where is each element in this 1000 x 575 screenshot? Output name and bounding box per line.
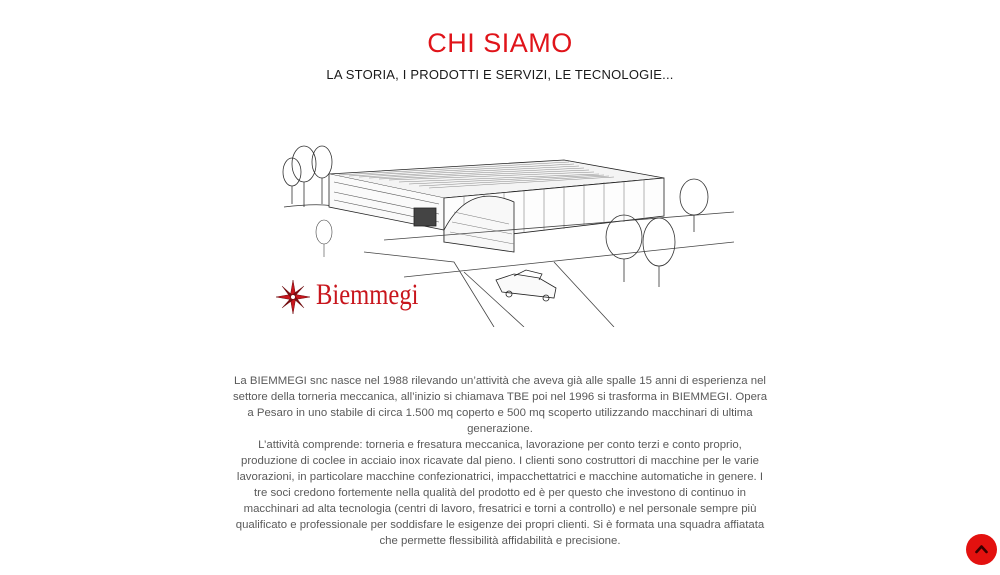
factory-illustration (264, 112, 737, 327)
car-sketch (496, 270, 556, 301)
logo-wordmark: Biemmegi (316, 278, 419, 311)
compass-star-icon (276, 280, 310, 314)
chevron-up-icon (975, 543, 988, 556)
about-text (230, 373, 770, 550)
biemmegi-logo (276, 280, 421, 320)
building-sketch (329, 160, 664, 252)
page-subtitle: LA STORIA, I PRODOTTI E SERVIZI, LE TECNOLOGIE... (326, 67, 674, 82)
about-paragraph-2: L’attività comprende: torneria e fresatura meccanica, lavorazione per conto terzi e conto proprio, produzione di coclee in acciaio inox ricavate dal pieno. I clienti sono costruttori di macchine per le varie lavorazioni, in particolare macchine confezionatrici, impacchettatrici e macchine automatiche in genere. I tre soci credono fortemente nella qualità del prodotto ed è per questo che investono di continuo in macchinari ad alta tecnologia (centri di lavoro, fresatrici e torni a controllo) e nel personale sempre più qualificato e professionale per soddisfare le esigenze dei propri clienti. Si è formata una squadra affiatata che permette flessibilità affidabilità e precisione. (235, 439, 765, 548)
page-title: CHI SIAMO (427, 28, 573, 58)
about-paragraph-1: La BIEMMEGI snc nasce nel 1988 rilevando un’attività che aveva già alle spalle 15 anni di esperienza nel settore della torneria meccanica, all’inizio si chiamava TBE poi nel 1996 si trasforma in BIEMMEGI. Opera a Pesaro in uno stabile di circa 1.500 mq coperto e 500 mq scoperto utilizzando macchinari di ultima generazione. (232, 375, 768, 436)
scroll-to-top-button[interactable] (966, 534, 997, 565)
